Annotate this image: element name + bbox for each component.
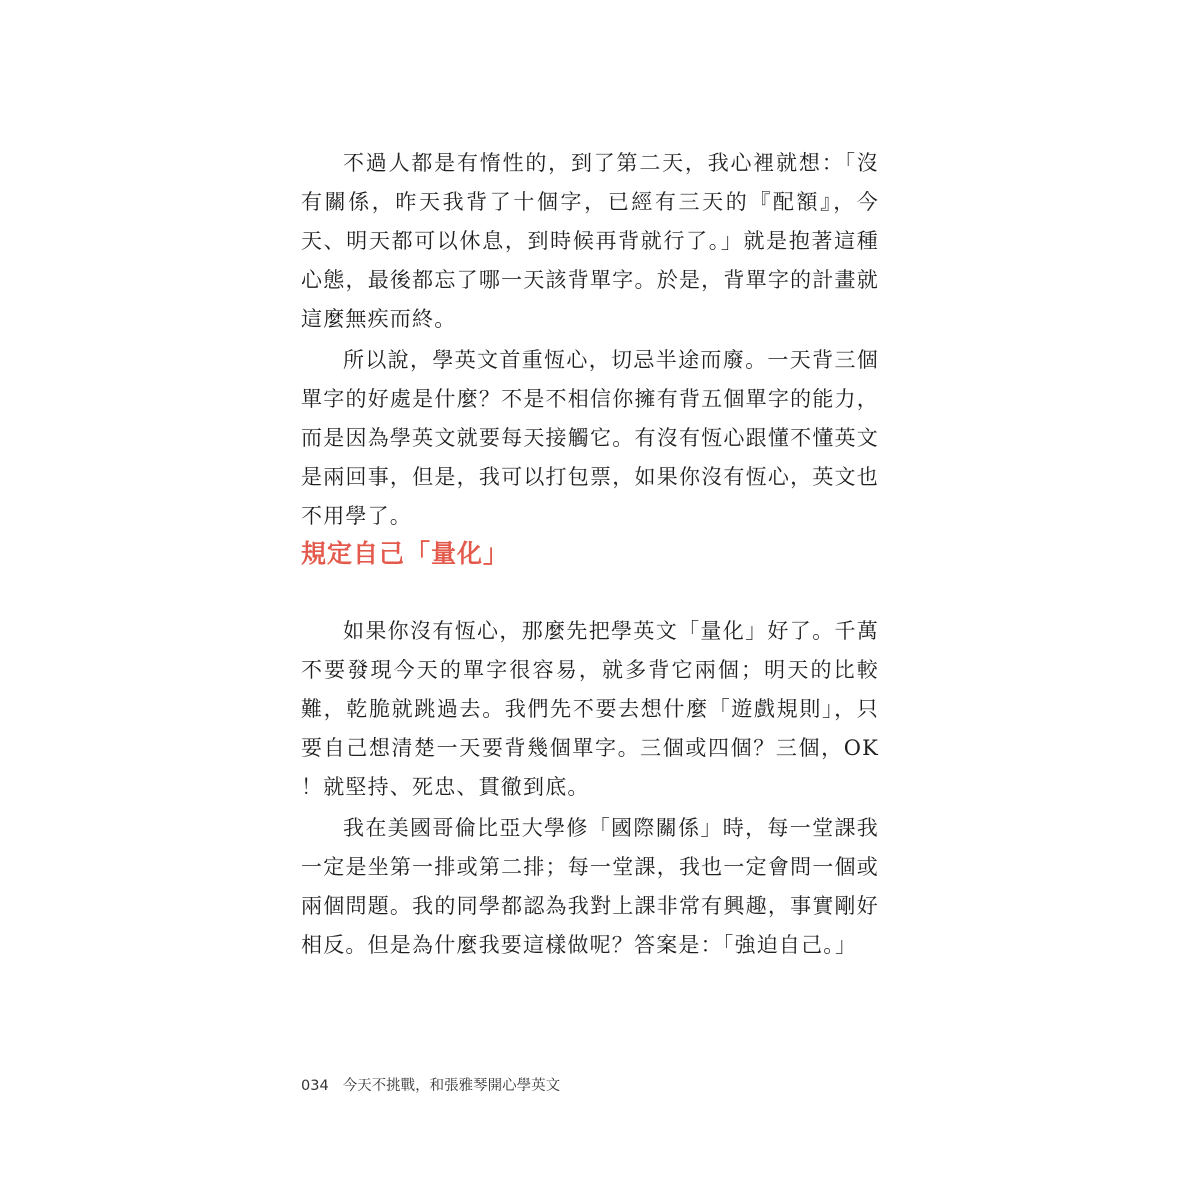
page-number: 034 — [301, 1078, 329, 1094]
book-title: 今天不挑戰，和張雅琴開心學英文 — [342, 1078, 561, 1094]
body-paragraph: 不過人都是有惰性的，到了第二天，我心裡就想：「沒有關係，昨天我背了十個字，已經有三天的『配額』，今天、明天都可以休息，到時候再背就行了。」就是抱著這種心態，最後都忘了哪一天該背單字。於是，背單字的計畫就這麼無疾而終。 — [301, 151, 879, 331]
body-paragraph: 如果你沒有恆心，那麼先把學英文「量化」好了。千萬不要發現今天的單字很容易，就多背它兩個；明天的比較難，乾脆就跳過去。我們先不要去想什麼「遊戲規則」，只要自己想清楚一天要背幾個單字。三個或四個？三個，OK ！就堅持、死忠、貫徹到底。 — [301, 619, 879, 799]
body-paragraph: 我在美國哥倫比亞大學修「國際關係」時，每一堂課我一定是坐第一排或第二排；每一堂課，我也一定會問一個或兩個問題。我的同學都認為我對上課非常有興趣，事實剛好相反。但是為什麼我要這樣做呢？答案是：「強迫自己。」 — [301, 816, 879, 957]
page-footer — [301, 1075, 560, 1097]
section-heading: 規定自己「量化」 — [301, 539, 510, 568]
body-paragraph: 所以說，學英文首重恆心，切忌半途而廢。一天背三個單字的好處是什麼？不是不相信你擁有背五個單字的能力，而是因為學英文就要每天接觸它。有沒有恆心跟懂不懂英文是兩回事，但是，我可以打包票，如果你沒有恆心，英文也不用學了。 — [301, 348, 879, 528]
